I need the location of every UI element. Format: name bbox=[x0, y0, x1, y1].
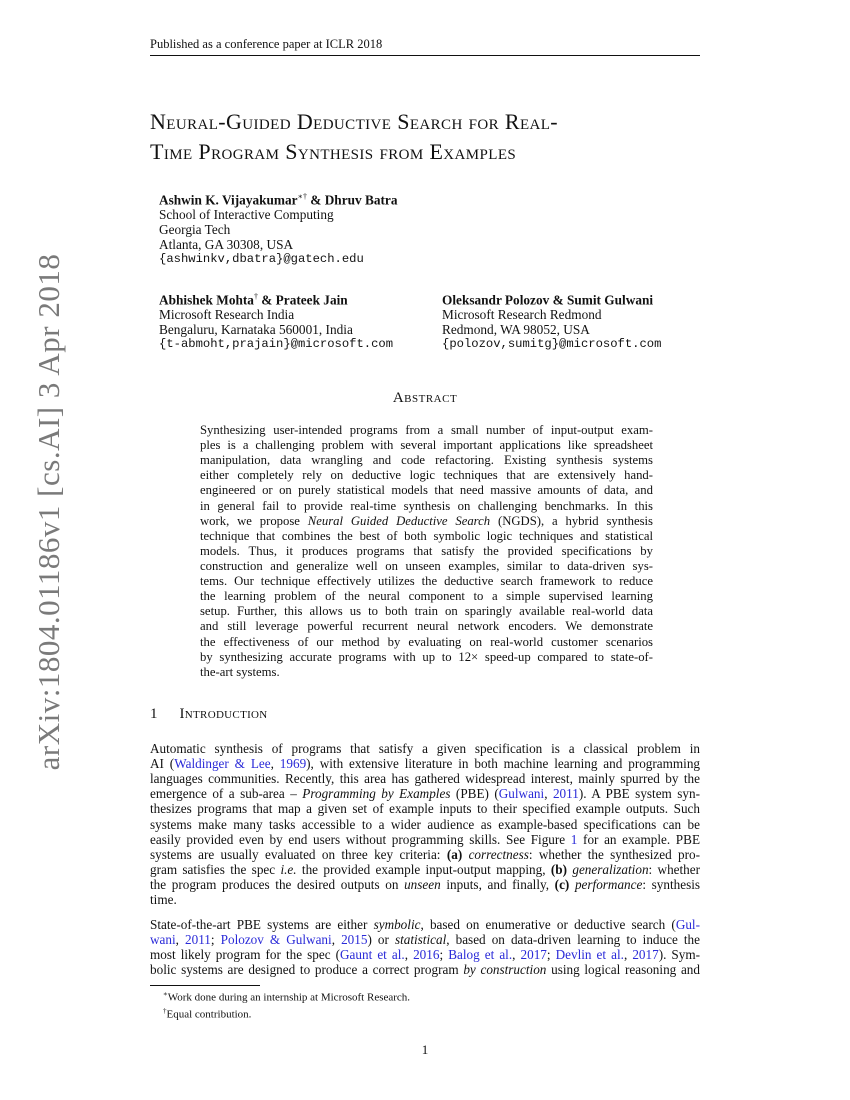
footnote-rule bbox=[150, 985, 260, 986]
abstract-line: the learning problem of the neural component to a simple supervised learning bbox=[200, 589, 653, 604]
header-rule bbox=[150, 55, 700, 56]
abstract-line: tems. Our technique effectively utilizes the deductive search framework to reduce bbox=[200, 574, 653, 589]
body-line: systems are usually evaluated on three key criteria: (a) correctness: whether the synthesized pro- bbox=[150, 846, 701, 862]
body-line: time. bbox=[150, 892, 177, 908]
citation-link[interactable]: Waldinger & Lee bbox=[174, 756, 271, 772]
abstract-line: either completely rely on deductive logic techniques that are extensively hand- bbox=[200, 468, 653, 483]
intro-paragraph-1 bbox=[150, 741, 700, 907]
section-title: Introduction bbox=[179, 706, 268, 722]
abstract-line: manipulation, data wrangling and code refactoring. Existing synthesis systems bbox=[200, 453, 653, 468]
footnote: ∗Work done during an internship at Microsoft Research. bbox=[163, 990, 411, 1004]
author-names: Abhishek Mohta† & Prateek Jain bbox=[159, 292, 348, 308]
citation-link[interactable]: wani bbox=[150, 932, 176, 948]
affiliation-line: Microsoft Research Redmond bbox=[442, 307, 602, 323]
abstract-line: setup. Further, this allows us to both train on sparingly available real-world data bbox=[200, 604, 653, 619]
body-line: wani, 2011; Polozov & Gulwani, 2015) or statistical, based on data-driven learning to induce the bbox=[150, 932, 701, 948]
body-line: thesizes programs that map a given set of example inputs to their specified example outputs. Such bbox=[150, 801, 700, 817]
citation-link[interactable]: Balog et al. bbox=[448, 947, 513, 963]
citation-link[interactable]: 1969 bbox=[279, 756, 307, 772]
abstract-line: work, we propose Neural Guided Deductive Search (NGDS), a hybrid synthesis bbox=[200, 513, 653, 528]
section-number: 1 bbox=[150, 706, 158, 722]
paper-title bbox=[150, 107, 710, 167]
abstract-line: technique that combines the best of both symbolic logic techniques and statistical bbox=[200, 528, 653, 543]
affiliation-line: Redmond, WA 98052, USA bbox=[442, 322, 590, 338]
author-email: {t-abmoht,prajain}@microsoft.com bbox=[159, 337, 394, 352]
citation-link[interactable]: 2015 bbox=[341, 932, 368, 948]
abstract-heading: Abstract bbox=[392, 390, 458, 406]
abstract-line: ples is a challenging problem with several important applications like spreadsheet bbox=[200, 438, 653, 453]
citation-link[interactable]: 2017 bbox=[632, 947, 659, 963]
body-line: languages communities. Recently, this area has gathered widespread interest, mainly spurred by the bbox=[150, 771, 700, 787]
abstract-line: by synthesizing accurate programs with up to 12× speed-up compared to state-of- bbox=[200, 649, 653, 664]
body-line: emergence of a sub-area – Programming by Examples (PBE) (Gulwani, 2011). A PBE system syn- bbox=[150, 786, 700, 802]
abstract-line: engineered or on purely statistical models that need massive amounts of data, and bbox=[200, 483, 653, 498]
footnotes bbox=[163, 988, 410, 1023]
author-names: Ashwin K. Vijayakumar∗† & Dhruv Batra bbox=[159, 192, 398, 208]
arxiv-sidebar-stamp: arXiv:1804.01186v1 [cs.AI] 3 Apr 2018 bbox=[31, 253, 66, 771]
abstract-body bbox=[200, 423, 653, 680]
section-heading bbox=[150, 706, 268, 723]
footnote: †Equal contribution. bbox=[163, 1007, 252, 1022]
running-header: Published as a conference paper at ICLR 2018 bbox=[150, 37, 383, 51]
author-email: {ashwinkv,dbatra}@gatech.edu bbox=[159, 252, 364, 267]
citation-link[interactable]: Polozov & Gulwani bbox=[220, 932, 332, 948]
abstract-line: the effectiveness of our method by evaluating on real-world customer scenarios bbox=[200, 634, 653, 649]
citation-link[interactable]: 2016 bbox=[413, 947, 440, 963]
figure-link[interactable]: 1 bbox=[570, 831, 578, 847]
citation-link[interactable]: Gulwani bbox=[498, 786, 545, 802]
author-block bbox=[442, 289, 661, 352]
author-block bbox=[159, 289, 393, 352]
affiliation-line: School of Interactive Computing bbox=[159, 207, 334, 223]
author-block bbox=[159, 189, 397, 267]
title-line: Neural-Guided Deductive Search for Real- bbox=[150, 109, 559, 134]
body-line: the program produces the desired outputs on unseen inputs, and finally, (c) performance: synthesis bbox=[150, 876, 701, 892]
citation-link[interactable]: Devlin et al. bbox=[555, 947, 624, 963]
page-number: 1 bbox=[421, 1042, 429, 1057]
abstract-line: and still leverage powerful recurrent neural network encoders. We demonstrate bbox=[200, 619, 653, 634]
body-line: bolic systems are designed to produce a correct program by construction using logical reasoning and bbox=[150, 962, 700, 978]
affiliation-line: Atlanta, GA 30308, USA bbox=[159, 237, 294, 253]
author-email: {polozov,sumitg}@microsoft.com bbox=[442, 337, 662, 352]
abstract-line: models. Thus, it produces programs that satisfy the provided specifications by bbox=[200, 543, 653, 558]
body-line: State-of-the-art PBE systems are either symbolic, based on enumerative or deductive search (Gul- bbox=[150, 917, 700, 932]
citation-link[interactable]: 2017 bbox=[520, 947, 547, 963]
affiliation-line: Microsoft Research India bbox=[159, 307, 295, 323]
body-line: systems make many tasks accessible to a wider audience as example-based specifications can be bbox=[150, 816, 700, 832]
body-line: most likely program for the spec (Gaunt et al., 2016; Balog et al., 2017; Devlin et al., 2017). Sym- bbox=[150, 947, 701, 963]
title-line: Time Program Synthesis from Examples bbox=[150, 139, 517, 164]
body-line: easily provided even by end users without programming skills. See Figure 1 for an example. PBE bbox=[150, 831, 700, 847]
body-line: gram satisfies the spec i.e. the provided example input-output mapping, (b) generalization: whether bbox=[150, 861, 701, 877]
abstract-line: construction and generalize well on unseen examples, similar to data-driven sys- bbox=[200, 558, 653, 573]
citation-link[interactable]: Gaunt et al. bbox=[340, 947, 405, 963]
body-line: AI (Waldinger & Lee, 1969), with extensive literature in both machine learning and programming bbox=[150, 756, 701, 772]
citation-link[interactable]: 2011 bbox=[185, 932, 211, 948]
abstract-line: the-art systems. bbox=[200, 664, 280, 679]
citation-link[interactable]: Gul- bbox=[675, 917, 700, 932]
abstract-line: in general fail to provide real-time synthesis on challenging benchmarks. In this bbox=[200, 498, 653, 513]
affiliation-line: Georgia Tech bbox=[159, 222, 231, 238]
affiliation-line: Bengaluru, Karnataka 560001, India bbox=[159, 322, 353, 338]
intro-paragraph-2 bbox=[150, 917, 700, 977]
citation-link[interactable]: 2011 bbox=[552, 786, 579, 802]
abstract-line: Synthesizing user-intended programs from a small number of input-output exam- bbox=[200, 423, 653, 437]
body-line: Automatic synthesis of programs that satisfy a given specification is a classical problem in bbox=[150, 741, 700, 756]
author-names: Oleksandr Polozov & Sumit Gulwani bbox=[442, 292, 654, 308]
